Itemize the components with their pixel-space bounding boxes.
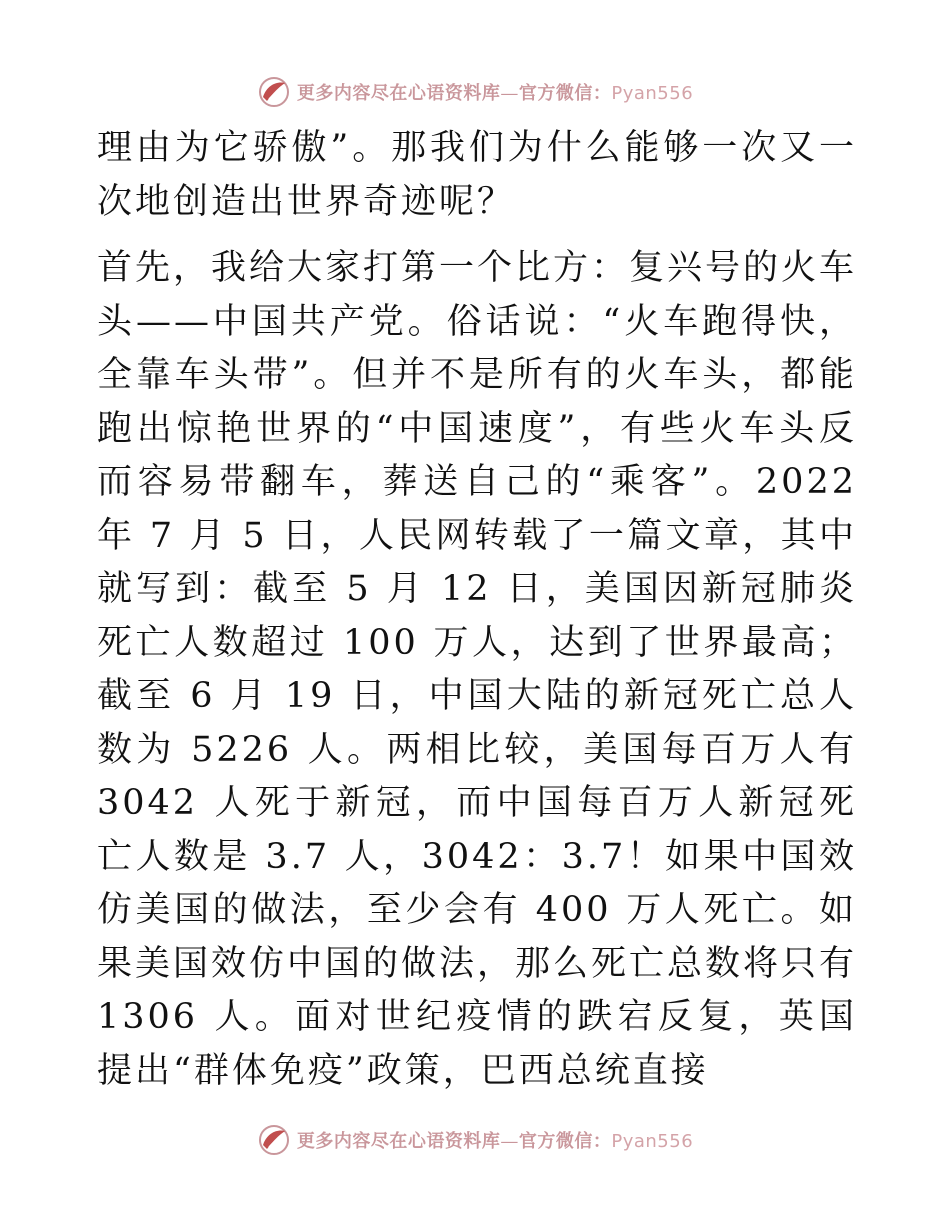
- watermark-wechat-label: 官方微信：: [518, 83, 612, 104]
- watermark-separator: —: [500, 83, 519, 104]
- watermark-wechat-id: Pyan556: [611, 83, 694, 104]
- paragraph-2: 首先，我给大家打第一个比方：复兴号的火车头——中国共产党。俗话说：“火车跑得快，全靠车头带”。但并不是所有的火车头，都能跑出惊艳世界的“中国速度”，有些火车头反而容易带翻车，葬送自己的“乘客”。2022 年 7 月 5 日，人民网转载了一篇文章，其中就写到：截至 5 月 12 日，美国因新冠肺炎死亡人数超过 100 万人，达到了世界最高；截至 6 月 19 日，中国大陆的新冠死亡总人数为 5226 人。两相比较，美国每百万人有 3042 人死于新冠，而中国每百万人新冠死亡人数是 3.7 人，3042：3.7！如果中国效仿美国的做法，至少会有 400 万人死亡。如果美国效仿中国的做法，那么死亡总数将只有 1306 人。面对世纪疫情的跌宕反复，英国提出“群体免疫”政策，巴西总统直接: [97, 248, 858, 1091]
- document-body: [97, 122, 857, 1098]
- watermark-title: 更多内容尽在心语资料库: [296, 83, 501, 104]
- watermark-wechat-label: 官方微信：: [518, 1131, 612, 1152]
- footer-watermark: [0, 1120, 950, 1160]
- watermark-text: [297, 79, 693, 105]
- pen-logo-icon: [257, 75, 291, 109]
- watermark-title: 更多内容尽在心语资料库: [296, 1131, 501, 1152]
- watermark-text: [297, 1127, 693, 1153]
- watermark-wechat-id: Pyan556: [611, 1131, 694, 1152]
- watermark-banner: [257, 75, 693, 109]
- watermark-separator: —: [500, 1131, 519, 1152]
- pen-logo-icon: [257, 1123, 291, 1157]
- header-watermark: [0, 72, 950, 112]
- paragraph-1: 理由为它骄傲”。那我们为什么能够一次又一次地创造出世界奇迹呢？: [97, 128, 857, 222]
- watermark-banner: [257, 1123, 693, 1157]
